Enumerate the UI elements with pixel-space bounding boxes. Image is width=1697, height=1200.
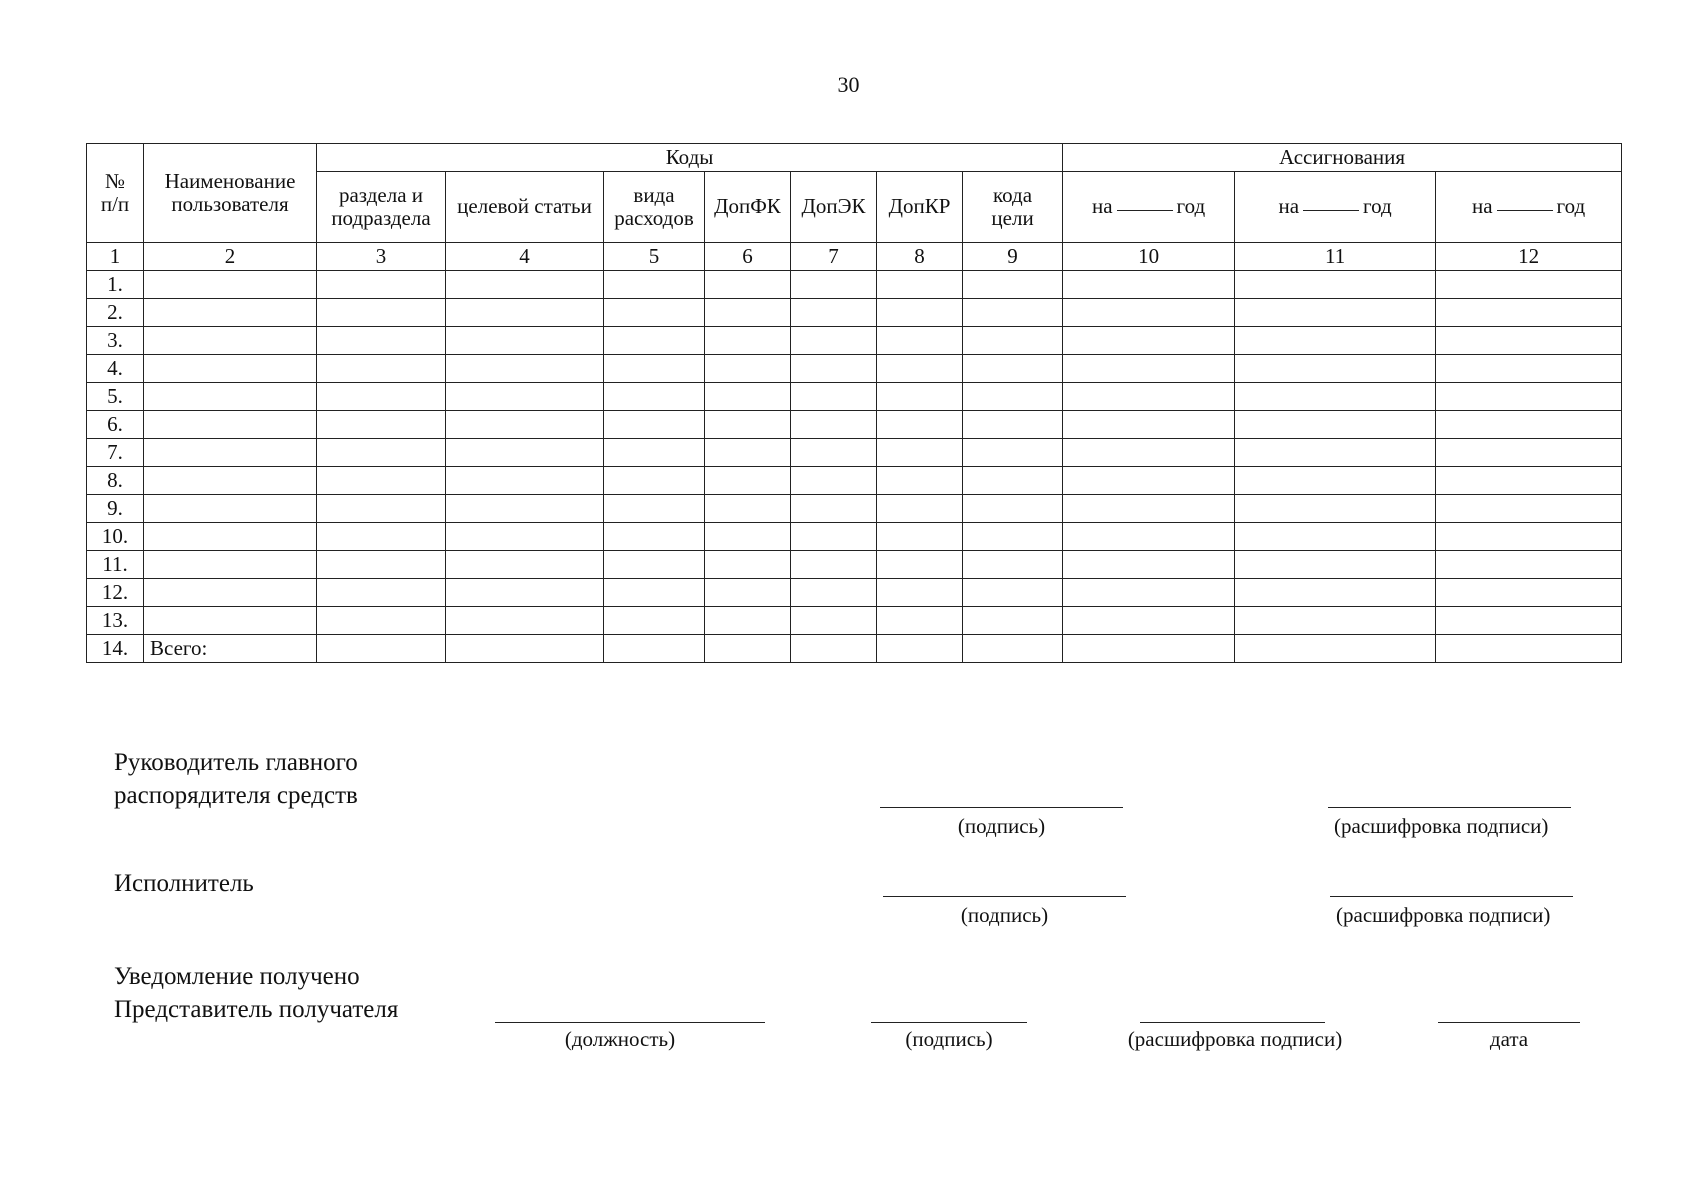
table-row	[87, 635, 1622, 663]
table-cell[interactable]	[705, 383, 791, 411]
table-cell[interactable]	[963, 523, 1063, 551]
table-cell[interactable]	[604, 271, 705, 299]
table-cell[interactable]	[317, 551, 446, 579]
table-cell[interactable]	[963, 467, 1063, 495]
table-cell[interactable]	[1235, 495, 1436, 523]
table-cell[interactable]	[791, 635, 877, 663]
header-name-cell	[144, 144, 317, 243]
recipient-signature-caption: (подпись)	[905, 1027, 993, 1051]
header-year-2	[1235, 172, 1436, 243]
table-cell[interactable]	[1436, 355, 1622, 383]
table-cell[interactable]	[877, 411, 963, 439]
table-cell[interactable]	[1436, 299, 1622, 327]
executor-signature-line[interactable]	[883, 896, 1126, 897]
header-name-line2: пользователя	[171, 192, 289, 216]
column-number: 10	[1063, 243, 1235, 271]
table-cell[interactable]	[705, 607, 791, 635]
header-year-1	[1063, 172, 1235, 243]
header-code-2	[446, 172, 604, 243]
table-row	[87, 439, 1622, 467]
table-cell[interactable]	[877, 495, 963, 523]
table-cell[interactable]	[791, 523, 877, 551]
table-cell[interactable]	[877, 439, 963, 467]
header-number-line1: №	[104, 168, 126, 193]
table-row	[87, 495, 1622, 523]
row-name-cell[interactable]	[144, 271, 317, 299]
table-cell[interactable]	[963, 579, 1063, 607]
table-cell[interactable]	[1235, 271, 1436, 299]
row-number: 3.	[87, 327, 144, 355]
table-cell[interactable]	[877, 635, 963, 663]
table-cell[interactable]	[446, 355, 604, 383]
row-number: 5.	[87, 383, 144, 411]
row-number: 6.	[87, 411, 144, 439]
table-cell[interactable]	[1063, 579, 1235, 607]
row-number: 2.	[87, 299, 144, 327]
row-number: 10.	[87, 523, 144, 551]
table-cell[interactable]	[1063, 635, 1235, 663]
column-number: 4	[446, 243, 604, 271]
table-cell[interactable]	[446, 467, 604, 495]
table-cell[interactable]	[317, 383, 446, 411]
table-cell[interactable]	[1235, 299, 1436, 327]
table-cell[interactable]	[1436, 635, 1622, 663]
table-cell[interactable]	[1235, 635, 1436, 663]
table-cell[interactable]	[317, 411, 446, 439]
table-cell[interactable]	[1063, 439, 1235, 467]
row-name-cell[interactable]	[144, 495, 317, 523]
table-row	[87, 523, 1622, 551]
table-cell[interactable]	[446, 271, 604, 299]
table-cell[interactable]	[317, 523, 446, 551]
table-cell[interactable]	[705, 467, 791, 495]
table-cell[interactable]	[791, 411, 877, 439]
table-cell[interactable]	[877, 355, 963, 383]
row-name-cell[interactable]	[144, 411, 317, 439]
table-cell[interactable]	[446, 383, 604, 411]
table-cell[interactable]	[877, 551, 963, 579]
table-cell[interactable]	[1436, 523, 1622, 551]
row-name-cell[interactable]	[144, 383, 317, 411]
row-name-cell[interactable]	[144, 467, 317, 495]
table-cell[interactable]	[877, 327, 963, 355]
table-cell[interactable]	[1436, 467, 1622, 495]
table-cell[interactable]	[1235, 607, 1436, 635]
table-cell[interactable]	[1063, 523, 1235, 551]
column-number: 5	[604, 243, 705, 271]
table-cell[interactable]	[1235, 327, 1436, 355]
table-cell[interactable]	[705, 439, 791, 467]
table-cell[interactable]	[446, 551, 604, 579]
executor-signature-caption: (подпись)	[960, 903, 1049, 927]
table-cell[interactable]	[1436, 411, 1622, 439]
table-row	[87, 579, 1622, 607]
header-codes: Коды	[317, 144, 1063, 172]
table-cell[interactable]	[604, 607, 705, 635]
table-cell[interactable]	[1063, 383, 1235, 411]
recipient-position-line[interactable]	[495, 1022, 765, 1023]
table-cell[interactable]	[604, 495, 705, 523]
table-cell[interactable]	[317, 439, 446, 467]
row-number: 8.	[87, 467, 144, 495]
table-cell[interactable]	[705, 327, 791, 355]
row-number: 11.	[87, 551, 144, 579]
table-cell[interactable]	[791, 495, 877, 523]
table-cell[interactable]	[705, 551, 791, 579]
header-code-7-line2: цели	[991, 206, 1034, 230]
table-cell[interactable]	[1063, 355, 1235, 383]
row-number: 13.	[87, 607, 144, 635]
table-cell[interactable]	[963, 327, 1063, 355]
head-decoding-line[interactable]	[1328, 807, 1571, 808]
recipient-date-caption: дата	[1489, 1027, 1529, 1051]
table-cell[interactable]	[1063, 607, 1235, 635]
header-code-7-line1: кода	[993, 182, 1033, 207]
row-name-cell[interactable]	[144, 439, 317, 467]
table-cell[interactable]	[604, 551, 705, 579]
table-cell[interactable]	[877, 523, 963, 551]
row-name-cell[interactable]: Всего:	[144, 635, 317, 663]
header-name-line1: Наименование	[164, 168, 296, 193]
header-year-prefix: на	[1091, 194, 1113, 219]
table-cell[interactable]	[791, 551, 877, 579]
table-cell[interactable]	[963, 355, 1063, 383]
table-cell[interactable]	[1436, 271, 1622, 299]
head-decoding-caption: (расшифровка подписи)	[1334, 814, 1549, 838]
row-name-cell[interactable]	[144, 355, 317, 383]
row-name-cell[interactable]	[144, 327, 317, 355]
header-code-4	[705, 172, 791, 243]
table-cell[interactable]	[604, 355, 705, 383]
table-cell[interactable]	[963, 635, 1063, 663]
table-cell[interactable]	[963, 607, 1063, 635]
table-cell[interactable]	[1063, 495, 1235, 523]
table-cell[interactable]	[446, 327, 604, 355]
table-cell[interactable]	[604, 579, 705, 607]
table-cell[interactable]	[604, 439, 705, 467]
notice-label-line2: Представитель получателя	[114, 995, 399, 1023]
table-cell[interactable]	[791, 299, 877, 327]
header-code-6	[877, 172, 963, 243]
row-name-cell[interactable]	[144, 299, 317, 327]
table-cell[interactable]	[877, 383, 963, 411]
header-year-prefix: на	[1278, 194, 1300, 219]
table-cell[interactable]	[604, 299, 705, 327]
row-number: 4.	[87, 355, 144, 383]
header-code-7	[963, 172, 1063, 243]
year-blank[interactable]	[1497, 209, 1553, 211]
header-year-suffix: год	[1363, 194, 1392, 219]
table-row	[87, 467, 1622, 495]
recipient-date-line[interactable]	[1438, 1022, 1580, 1023]
table-cell[interactable]	[604, 411, 705, 439]
table-cell[interactable]	[1063, 467, 1235, 495]
budget-table	[86, 143, 1622, 663]
table-cell[interactable]	[1063, 299, 1235, 327]
header-code-5	[791, 172, 877, 243]
table-cell[interactable]	[791, 355, 877, 383]
table-cell[interactable]	[791, 271, 877, 299]
page-number: 30	[837, 72, 860, 97]
head-label-line2: распорядителя средств	[114, 781, 358, 809]
header-code-4-line1: ДопФК	[714, 194, 781, 219]
table-cell[interactable]	[1436, 495, 1622, 523]
table-cell[interactable]	[1235, 523, 1436, 551]
table-cell[interactable]	[877, 271, 963, 299]
table-cell[interactable]	[963, 271, 1063, 299]
table-cell[interactable]	[1436, 579, 1622, 607]
header-number-cell	[87, 144, 144, 243]
table-cell[interactable]	[604, 383, 705, 411]
table-cell[interactable]	[705, 523, 791, 551]
head-signature-line[interactable]	[880, 807, 1123, 808]
table-cell[interactable]	[877, 607, 963, 635]
table-row	[87, 411, 1622, 439]
table-cell[interactable]	[705, 299, 791, 327]
table-cell[interactable]	[1235, 355, 1436, 383]
row-name-cell[interactable]	[144, 523, 317, 551]
row-number: 9.	[87, 495, 144, 523]
table-cell[interactable]	[791, 439, 877, 467]
executor-decoding-line[interactable]	[1330, 896, 1573, 897]
table-cell[interactable]	[317, 327, 446, 355]
recipient-decoding-caption: (расшифровка подписи)	[1127, 1027, 1343, 1051]
table-cell[interactable]	[446, 579, 604, 607]
column-number: 3	[317, 243, 446, 271]
table-cell[interactable]	[963, 383, 1063, 411]
table-cell[interactable]	[1063, 271, 1235, 299]
header-code-1-line2: подраздела	[331, 206, 431, 230]
table-cell[interactable]	[1063, 327, 1235, 355]
header-assignments: Ассигнования	[1063, 144, 1622, 172]
table-cell[interactable]	[1436, 383, 1622, 411]
table-cell[interactable]	[1235, 439, 1436, 467]
table-cell[interactable]	[705, 635, 791, 663]
row-number: 7.	[87, 439, 144, 467]
table-cell[interactable]	[877, 579, 963, 607]
table-cell[interactable]	[1235, 383, 1436, 411]
table-cell[interactable]	[317, 299, 446, 327]
table-cell[interactable]	[705, 355, 791, 383]
table-cell[interactable]	[791, 579, 877, 607]
table-cell[interactable]	[963, 299, 1063, 327]
table-cell[interactable]	[1436, 439, 1622, 467]
table-row	[87, 607, 1622, 635]
table-cell[interactable]	[317, 635, 446, 663]
table-row	[87, 355, 1622, 383]
header-code-3-line2: расходов	[614, 206, 694, 230]
table-cell[interactable]	[317, 271, 446, 299]
table-cell[interactable]	[1235, 551, 1436, 579]
table-cell[interactable]	[963, 495, 1063, 523]
table-cell[interactable]	[317, 355, 446, 383]
table-cell[interactable]	[1063, 411, 1235, 439]
table-cell[interactable]	[705, 579, 791, 607]
table-cell[interactable]	[1235, 579, 1436, 607]
header-code-2-line1: целевой статьи	[457, 194, 592, 219]
table-cell[interactable]	[604, 523, 705, 551]
column-number: 7	[791, 243, 877, 271]
column-number: 1	[87, 243, 144, 271]
header-code-1	[317, 172, 446, 243]
table-cell[interactable]	[877, 299, 963, 327]
column-number: 2	[144, 243, 317, 271]
head-signature-caption: (подпись)	[957, 814, 1046, 838]
table-cell[interactable]	[1436, 551, 1622, 579]
table-row	[87, 327, 1622, 355]
recipient-position-caption: (должность)	[564, 1027, 676, 1051]
table-cell[interactable]	[1436, 607, 1622, 635]
table-row	[87, 271, 1622, 299]
table-cell[interactable]	[604, 635, 705, 663]
table-cell[interactable]	[791, 467, 877, 495]
executor-label: Исполнитель	[114, 870, 254, 897]
executor-decoding-caption: (расшифровка подписи)	[1336, 903, 1551, 927]
table-cell[interactable]	[963, 411, 1063, 439]
header-year-prefix: на	[1471, 194, 1493, 219]
year-blank[interactable]	[1303, 209, 1359, 211]
table-cell[interactable]	[446, 607, 604, 635]
table-cell[interactable]	[317, 467, 446, 495]
table-cell[interactable]	[963, 551, 1063, 579]
table-cell[interactable]	[604, 327, 705, 355]
table-cell[interactable]	[791, 327, 877, 355]
table-cell[interactable]	[1235, 411, 1436, 439]
notice-label-line1: Уведомление получено	[114, 963, 360, 990]
table-cell[interactable]	[317, 495, 446, 523]
table-cell[interactable]	[1436, 327, 1622, 355]
notice-label	[114, 961, 398, 1026]
header-year-3	[1436, 172, 1622, 243]
table-cell[interactable]	[446, 495, 604, 523]
table-cell[interactable]	[705, 271, 791, 299]
header-year-suffix: год	[1556, 194, 1586, 219]
table-cell[interactable]	[446, 411, 604, 439]
header-code-3	[604, 172, 705, 243]
row-name-cell[interactable]	[144, 579, 317, 607]
table-cell[interactable]	[604, 467, 705, 495]
table-cell[interactable]	[877, 467, 963, 495]
recipient-signature-line[interactable]	[871, 1022, 1027, 1023]
row-number: 1.	[87, 271, 144, 299]
table-row	[87, 383, 1622, 411]
header-code-5-line1: ДопЭК	[801, 194, 866, 219]
head-label-line1: Руководитель главного	[114, 749, 358, 776]
column-number: 6	[705, 243, 791, 271]
head-label	[114, 747, 358, 812]
row-name-cell[interactable]	[144, 607, 317, 635]
table-cell[interactable]	[1063, 551, 1235, 579]
table-cell[interactable]	[446, 299, 604, 327]
table-row	[87, 299, 1622, 327]
table-cell[interactable]	[791, 383, 877, 411]
column-number: 8	[877, 243, 963, 271]
column-number: 12	[1436, 243, 1622, 271]
table-cell[interactable]	[317, 579, 446, 607]
table-cell[interactable]	[317, 607, 446, 635]
table-cell[interactable]	[963, 439, 1063, 467]
header-code-6-line1: ДопКР	[888, 194, 951, 219]
table-row	[87, 551, 1622, 579]
table-cell[interactable]	[1235, 467, 1436, 495]
table-cell[interactable]	[446, 523, 604, 551]
row-number: 14.	[87, 635, 144, 663]
column-number: 11	[1235, 243, 1436, 271]
header-code-1-line1: раздела и	[338, 182, 424, 207]
row-name-cell[interactable]	[144, 551, 317, 579]
year-blank[interactable]	[1117, 209, 1173, 211]
table-cell[interactable]	[705, 495, 791, 523]
header-number-line2: п/п	[100, 192, 130, 216]
table-cell[interactable]	[446, 439, 604, 467]
table-cell[interactable]	[791, 607, 877, 635]
column-number: 9	[963, 243, 1063, 271]
recipient-decoding-line[interactable]	[1140, 1022, 1325, 1023]
row-number: 12.	[87, 579, 144, 607]
header-code-3-line1: вида	[633, 182, 675, 207]
header-year-suffix: год	[1176, 194, 1206, 219]
table-cell[interactable]	[705, 411, 791, 439]
table-cell[interactable]	[446, 635, 604, 663]
